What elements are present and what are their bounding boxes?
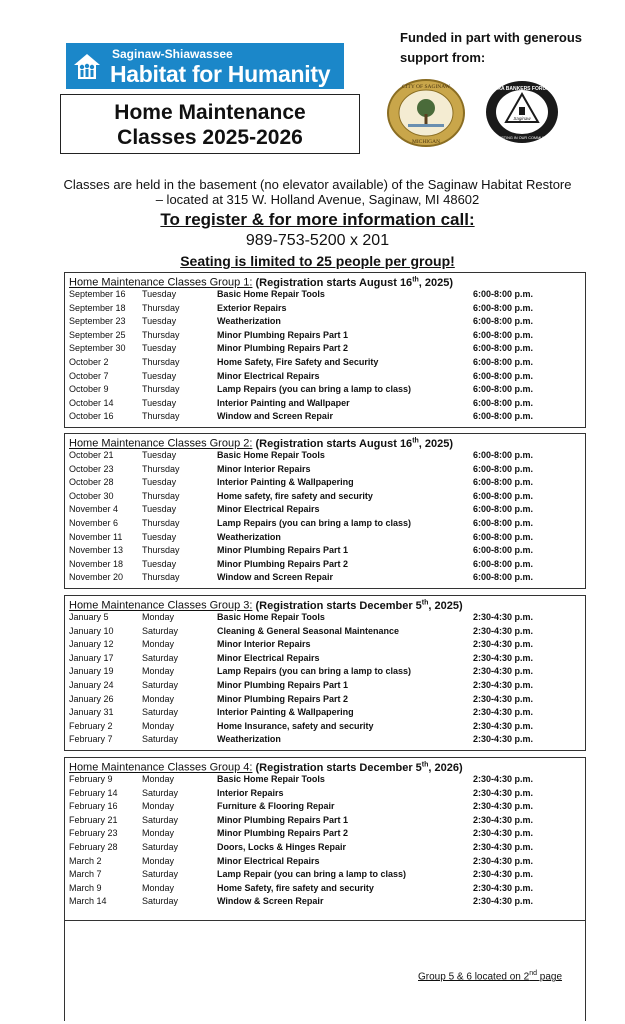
- next-page-note: [418, 970, 562, 982]
- class-date: November 4: [69, 504, 119, 515]
- class-date: November 6: [69, 517, 119, 528]
- schedule-row: [65, 638, 585, 652]
- cra-bankers-forum-logo: [484, 80, 560, 144]
- funded-line-2: support from:: [400, 50, 486, 65]
- class-day: Tuesday: [142, 558, 177, 569]
- class-group-3: [64, 595, 586, 751]
- schedule-row: [65, 342, 585, 356]
- class-group-1: [64, 272, 586, 428]
- class-time: 2:30-4:30 p.m.: [473, 774, 534, 784]
- group-header: [65, 758, 585, 773]
- class-time: 6:00-8:00 p.m.: [473, 463, 534, 474]
- reg-prefix: (Registration starts December 5: [255, 761, 422, 774]
- schedule-row: [65, 370, 585, 384]
- class-title: Home Safety, fire safety and security: [217, 882, 374, 893]
- registration-start: [256, 438, 454, 450]
- schedule-row: [65, 787, 585, 801]
- funded-line-1: Funded in part with generous: [400, 30, 582, 45]
- class-title: Basic Home Repair Tools: [217, 450, 325, 460]
- class-date: February 9: [69, 774, 113, 784]
- schedule-row: [65, 895, 585, 909]
- class-day: Saturday: [142, 841, 179, 852]
- class-date: October 23: [69, 463, 114, 474]
- class-title: Window & Screen Repair: [217, 896, 324, 907]
- class-title: Minor Plumbing Repairs Part 2: [217, 693, 349, 704]
- class-time: 6:00-8:00 p.m.: [473, 289, 534, 299]
- class-title: Minor Interior Repairs: [217, 639, 311, 650]
- class-title: Home Safety, Fire Safety and Security: [217, 356, 379, 367]
- schedule-row: [65, 720, 585, 734]
- class-title: Minor Plumbing Repairs Part 1: [217, 329, 349, 340]
- schedule-row: [65, 302, 585, 316]
- class-time: 2:30-4:30 p.m.: [473, 720, 534, 731]
- class-day: Thursday: [142, 302, 180, 313]
- reg-suffix: , 2025): [418, 437, 454, 450]
- class-time: 6:00-8:00 p.m.: [473, 490, 534, 501]
- class-time: 6:00-8:00 p.m.: [473, 531, 534, 542]
- class-time: 6:00-8:00 p.m.: [473, 384, 534, 395]
- class-date: January 24: [69, 679, 114, 690]
- class-day: Thursday: [142, 545, 180, 556]
- class-time: 2:30-4:30 p.m.: [473, 855, 534, 866]
- schedule-row: [65, 544, 585, 558]
- schedule-row: [65, 490, 585, 504]
- class-time: 2:30-4:30 p.m.: [473, 801, 534, 812]
- class-title: Minor Interior Repairs: [217, 463, 311, 474]
- class-title: Minor Plumbing Repairs Part 2: [217, 558, 349, 569]
- class-time: 6:00-8:00 p.m.: [473, 343, 534, 354]
- class-time: 6:00-8:00 p.m.: [473, 477, 534, 488]
- title-line-2: Classes 2025-2026: [117, 126, 303, 149]
- class-date: October 7: [69, 370, 109, 381]
- class-day: Tuesday: [142, 477, 177, 488]
- class-title: Furniture & Flooring Repair: [217, 801, 335, 812]
- schedule-row: [65, 449, 585, 463]
- class-date: March 7: [69, 869, 102, 880]
- class-date: January 26: [69, 693, 114, 704]
- class-title: Minor Plumbing Repairs Part 1: [217, 814, 349, 825]
- class-title: Minor Plumbing Repairs Part 1: [217, 679, 349, 690]
- class-time: 2:30-4:30 p.m.: [473, 625, 534, 636]
- class-date: January 31: [69, 707, 114, 718]
- class-time: 2:30-4:30 p.m.: [473, 814, 534, 825]
- reg-suffix: , 2025): [418, 276, 454, 289]
- class-title: Interior Painting & Wallpapering: [217, 707, 354, 718]
- class-day: Thursday: [142, 490, 180, 501]
- class-time: 2:30-4:30 p.m.: [473, 707, 534, 718]
- funded-note: [400, 28, 600, 68]
- habitat-logo: [66, 43, 344, 89]
- schedule-row: [65, 558, 585, 572]
- schedule-row: [65, 356, 585, 370]
- schedule-row: [65, 571, 585, 585]
- class-day: Saturday: [142, 787, 179, 798]
- class-title: Basic Home Repair Tools: [217, 289, 325, 299]
- cra-text-mid: Saginaw: [513, 116, 531, 121]
- schedule-row: [65, 679, 585, 693]
- seating-notice: Seating is limited to 25 people per group!: [180, 253, 455, 269]
- location-line-2: – located at 315 W. Holland Avenue, Saginaw, MI 48602: [155, 192, 480, 207]
- class-date: October 16: [69, 411, 114, 422]
- class-date: February 23: [69, 828, 118, 839]
- class-title: Lamp Repairs (you can bring a lamp to class): [217, 517, 412, 528]
- register-heading: To register & for more information call:: [160, 210, 475, 229]
- class-title: Window and Screen Repair: [217, 411, 333, 422]
- class-title: Window and Screen Repair: [217, 572, 333, 583]
- schedule-row: [65, 517, 585, 531]
- class-date: February 16: [69, 801, 118, 812]
- class-title: Minor Plumbing Repairs Part 1: [217, 545, 349, 556]
- class-day: Thursday: [142, 329, 180, 340]
- schedule-row: [65, 476, 585, 490]
- class-day: Saturday: [142, 707, 179, 718]
- class-date: February 21: [69, 814, 118, 825]
- class-day: Monday: [142, 828, 175, 839]
- group-header: [65, 596, 585, 611]
- class-day: Thursday: [142, 411, 180, 422]
- class-date: October 9: [69, 384, 109, 395]
- class-day: Monday: [142, 801, 175, 812]
- class-day: Tuesday: [142, 397, 177, 408]
- class-date: November 11: [69, 531, 123, 542]
- schedule-row: [65, 611, 585, 625]
- class-day: Monday: [142, 882, 175, 893]
- schedule-row: [65, 841, 585, 855]
- class-date: October 21: [69, 450, 114, 460]
- class-date: February 2: [69, 720, 113, 731]
- reg-prefix: (Registration starts August 16: [255, 437, 413, 450]
- class-date: October 14: [69, 397, 114, 408]
- schedule-row: [65, 383, 585, 397]
- registration-start: [256, 600, 463, 612]
- class-day: Tuesday: [142, 316, 177, 327]
- class-time: 6:00-8:00 p.m.: [473, 397, 534, 408]
- group-name: Home Maintenance Classes Group 1:: [69, 276, 253, 289]
- class-time: 2:30-4:30 p.m.: [473, 869, 534, 880]
- class-day: Tuesday: [142, 531, 177, 542]
- note-prefix: Group 5 & 6 located on 2: [418, 971, 530, 983]
- class-title: Minor Electrical Repairs: [217, 504, 320, 515]
- class-time: 2:30-4:30 p.m.: [473, 841, 534, 852]
- class-time: 2:30-4:30 p.m.: [473, 828, 534, 839]
- reg-suffix: , 2025): [428, 599, 463, 612]
- class-time: 6:00-8:00 p.m.: [473, 558, 534, 569]
- group-name: Home Maintenance Classes Group 2:: [69, 437, 253, 450]
- class-day: Saturday: [142, 869, 179, 880]
- class-date: November 20: [69, 572, 124, 583]
- class-title: Weatherization: [217, 316, 281, 327]
- city-of-saginaw-seal: [386, 78, 466, 148]
- class-time: 2:30-4:30 p.m.: [473, 882, 534, 893]
- class-day: Monday: [142, 639, 175, 650]
- class-time: 6:00-8:00 p.m.: [473, 504, 534, 515]
- class-day: Monday: [142, 720, 175, 731]
- class-date: September 30: [69, 343, 126, 354]
- class-date: October 28: [69, 477, 114, 488]
- class-date: February 7: [69, 734, 113, 745]
- class-day: Thursday: [142, 356, 180, 367]
- class-date: November 18: [69, 558, 124, 569]
- class-title: Cleaning & General Seasonal Maintenance: [217, 625, 400, 636]
- class-date: March 14: [69, 896, 107, 907]
- seal-text-bottom: MICHIGAN: [411, 139, 441, 145]
- class-title: Lamp Repair (you can bring a lamp to class): [217, 869, 407, 880]
- schedule-row: [65, 800, 585, 814]
- class-time: 2:30-4:30 p.m.: [473, 734, 534, 745]
- class-day: Monday: [142, 666, 175, 677]
- location-text: [40, 177, 595, 207]
- schedule-row: [65, 652, 585, 666]
- schedule-row: [65, 625, 585, 639]
- class-group-4: [64, 757, 586, 921]
- class-title: Minor Electrical Repairs: [217, 652, 320, 663]
- class-title: Minor Electrical Repairs: [217, 855, 320, 866]
- class-day: Monday: [142, 855, 175, 866]
- schedule-row: [65, 315, 585, 329]
- class-day: Saturday: [142, 814, 179, 825]
- title-line-1: Home Maintenance: [114, 101, 306, 124]
- class-title: Interior Painting and Wallpaper: [217, 397, 350, 408]
- class-title: Interior Painting & Wallpapering: [217, 477, 354, 488]
- class-date: September 16: [69, 289, 126, 299]
- schedule-row: [65, 503, 585, 517]
- class-time: 2:30-4:30 p.m.: [473, 787, 534, 798]
- group-name: Home Maintenance Classes Group 4:: [69, 761, 253, 774]
- class-day: Monday: [142, 774, 175, 784]
- group-header: [65, 273, 585, 288]
- note-sup: nd: [529, 970, 537, 977]
- reg-prefix: (Registration starts December 5: [255, 599, 422, 612]
- class-title: Minor Plumbing Repairs Part 2: [217, 828, 349, 839]
- class-date: September 18: [69, 302, 126, 313]
- schedule-row: [65, 531, 585, 545]
- schedule-row: [65, 693, 585, 707]
- class-day: Tuesday: [142, 343, 177, 354]
- class-day: Thursday: [142, 384, 180, 395]
- class-title: Interior Repairs: [217, 787, 284, 798]
- class-day: Tuesday: [142, 289, 177, 299]
- class-date: October 30: [69, 490, 114, 501]
- phone-number: 989-753-5200 x 201: [245, 232, 390, 249]
- reg-sup: th: [412, 276, 419, 283]
- class-title: Weatherization: [217, 531, 281, 542]
- class-date: January 5: [69, 612, 109, 622]
- schedule-row: [65, 733, 585, 747]
- group-header: [65, 434, 585, 449]
- habitat-house-icon: [72, 52, 102, 82]
- class-day: Thursday: [142, 517, 180, 528]
- class-time: 6:00-8:00 p.m.: [473, 329, 534, 340]
- class-day: Tuesday: [142, 370, 177, 381]
- schedule-row: [65, 827, 585, 841]
- class-day: Saturday: [142, 652, 179, 663]
- class-date: September 23: [69, 316, 126, 327]
- class-day: Monday: [142, 693, 175, 704]
- class-date: March 9: [69, 882, 102, 893]
- class-date: February 28: [69, 841, 118, 852]
- class-title: Home safety, fire safety and security: [217, 490, 373, 501]
- class-day: Saturday: [142, 625, 179, 636]
- note-suffix: page: [536, 971, 563, 983]
- class-time: 2:30-4:30 p.m.: [473, 639, 534, 650]
- class-time: 2:30-4:30 p.m.: [473, 679, 534, 690]
- class-title: Lamp Repairs (you can bring a lamp to class): [217, 384, 412, 395]
- schedule-row: [65, 288, 585, 302]
- class-time: 2:30-4:30 p.m.: [473, 693, 534, 704]
- class-date: January 17: [69, 652, 114, 663]
- class-date: November 13: [69, 545, 124, 556]
- class-date: March 2: [69, 855, 102, 866]
- schedule-row: [65, 868, 585, 882]
- schedule-row: [65, 706, 585, 720]
- group-name: Home Maintenance Classes Group 3:: [69, 599, 253, 612]
- schedule-row: [65, 329, 585, 343]
- class-date: January 10: [69, 625, 114, 636]
- schedule-row: [65, 665, 585, 679]
- seal-text-top: CITY OF SAGINAW: [402, 84, 450, 90]
- class-day: Thursday: [142, 572, 180, 583]
- class-title: Doors, Locks & Hinges Repair: [217, 841, 347, 852]
- class-time: 6:00-8:00 p.m.: [473, 316, 534, 327]
- class-day: Saturday: [142, 679, 179, 690]
- class-title: Weatherization: [217, 734, 281, 745]
- class-date: October 2: [69, 356, 109, 367]
- class-title: Basic Home Repair Tools: [217, 612, 325, 622]
- class-day: Thursday: [142, 463, 180, 474]
- class-time: 2:30-4:30 p.m.: [473, 652, 534, 663]
- schedule-row: [65, 773, 585, 787]
- class-day: Tuesday: [142, 450, 177, 460]
- reg-sup: th: [412, 437, 419, 444]
- class-date: January 12: [69, 639, 114, 650]
- class-title: Basic Home Repair Tools: [217, 774, 325, 784]
- schedule-row: [65, 397, 585, 411]
- class-time: 6:00-8:00 p.m.: [473, 572, 534, 583]
- class-day: Saturday: [142, 734, 179, 745]
- class-day: Tuesday: [142, 504, 177, 515]
- org-sub-name: Saginaw-Shiawassee: [112, 47, 233, 61]
- cra-text-bottom: INVESTING IN OUR COMMUNITY: [492, 136, 552, 140]
- schedule-row: [65, 855, 585, 869]
- class-time: 6:00-8:00 p.m.: [473, 370, 534, 381]
- class-time: 2:30-4:30 p.m.: [473, 896, 534, 907]
- page-title: [60, 94, 360, 154]
- class-time: 6:00-8:00 p.m.: [473, 545, 534, 556]
- class-title: Exterior Repairs: [217, 302, 287, 313]
- class-time: 2:30-4:30 p.m.: [473, 666, 534, 677]
- class-time: 6:00-8:00 p.m.: [473, 411, 534, 422]
- schedule-row: [65, 410, 585, 424]
- registration-start: [256, 277, 454, 289]
- class-day: Monday: [142, 612, 175, 622]
- class-time: 2:30-4:30 p.m.: [473, 612, 534, 622]
- class-date: February 14: [69, 787, 118, 798]
- reg-prefix: (Registration starts August 16: [255, 276, 413, 289]
- org-main-name: Habitat for Humanity: [110, 61, 331, 87]
- schedule-row: [65, 463, 585, 477]
- location-line-1: Classes are held in the basement (no elevator available) of the Saginaw Habitat Restore: [63, 177, 572, 192]
- class-title: Minor Plumbing Repairs Part 2: [217, 343, 349, 354]
- class-time: 6:00-8:00 p.m.: [473, 302, 534, 313]
- reg-suffix: , 2026): [428, 761, 463, 774]
- cra-text-top: CRA BANKERS FORUM: [493, 86, 551, 92]
- reg-sup: th: [421, 761, 429, 768]
- registration-start: [256, 762, 463, 774]
- reg-sup: th: [421, 599, 429, 606]
- class-time: 6:00-8:00 p.m.: [473, 517, 534, 528]
- class-title: Lamp Repairs (you can bring a lamp to class): [217, 666, 412, 677]
- schedule-row: [65, 814, 585, 828]
- class-time: 6:00-8:00 p.m.: [473, 356, 534, 367]
- class-group-2: [64, 433, 586, 589]
- schedule-row: [65, 882, 585, 896]
- class-title: Home Insurance, safety and security: [217, 720, 374, 731]
- class-title: Minor Electrical Repairs: [217, 370, 320, 381]
- class-date: September 25: [69, 329, 126, 340]
- class-date: January 19: [69, 666, 114, 677]
- class-time: 6:00-8:00 p.m.: [473, 450, 534, 460]
- class-day: Saturday: [142, 896, 179, 907]
